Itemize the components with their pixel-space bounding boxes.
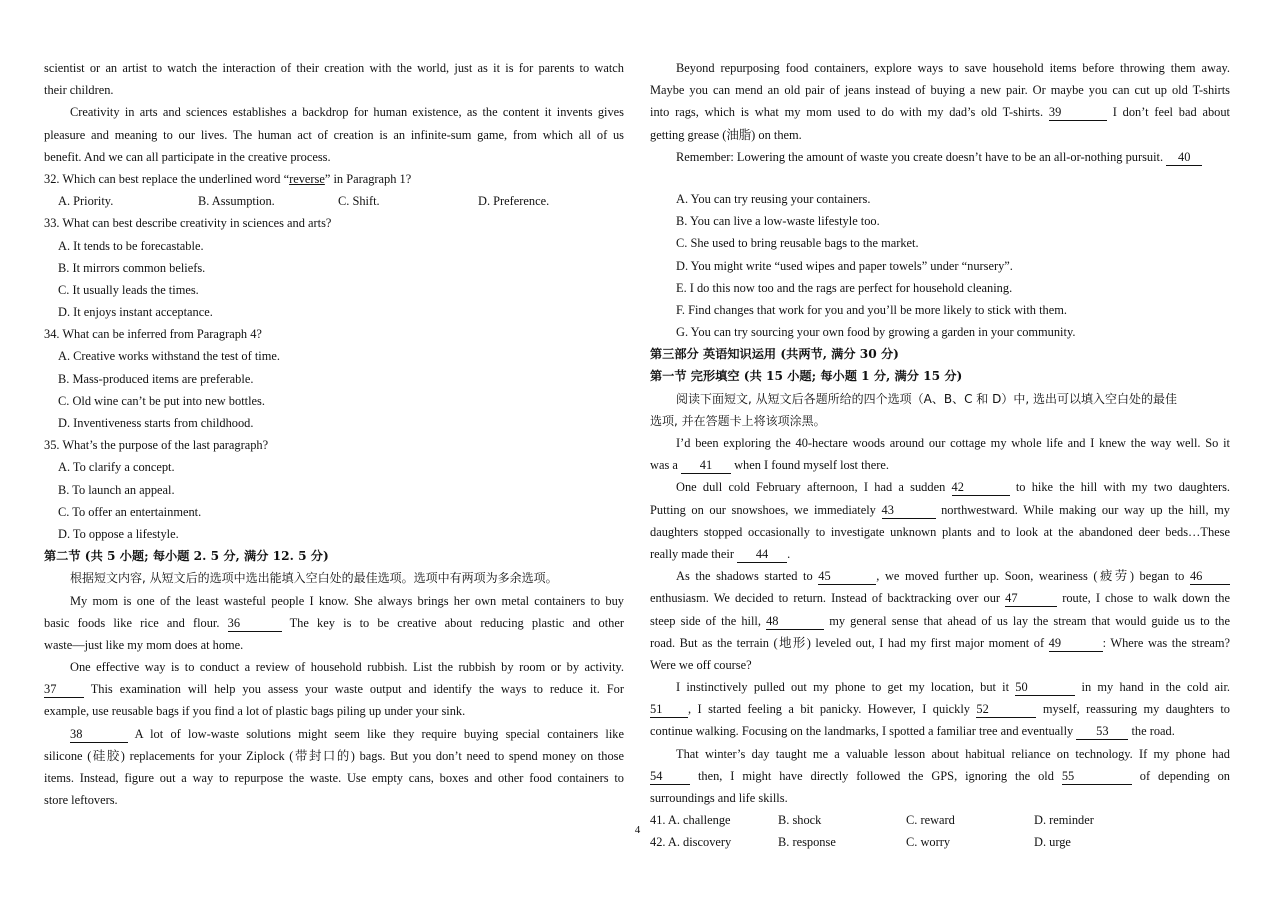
passage-line [44,723,624,745]
section-2-heading: 第二节 (共 5 小题; 每小题 2. 5 分, 满分 12. 5 分) [44,549,329,564]
text: then, I might have directly followed the GPS, ignoring the old [697,768,1054,783]
option-d[interactable]: D. It enjoys instant acceptance. [58,305,213,320]
blank-46[interactable]: 46 [1190,568,1230,585]
question-32-stem [44,168,624,190]
option-d[interactable]: D. urge [1034,835,1071,850]
text: , we moved further up. Soon, weariness (疲劳) began to [876,569,1185,584]
passage-line: Maybe you can mend an old pair of jeans instead of buying a new pair. Or maybe you can cut up old T-shirts [650,83,1230,98]
text: I don’t feel bad about [1112,105,1230,120]
question-32-options [44,190,624,212]
option-c[interactable]: C. Shift. [338,194,380,209]
text: steep side of the hill, [650,613,761,628]
text: A lot of low-waste solutions might seem like they require buying special containers like [134,726,624,741]
text: I instinctively pulled out my phone to get my location, but it [676,680,1010,695]
section-1-instructions: 阅读下面短文, 从短文后各题所给的四个选项（A、B、C 和 D）中, 选出可以填入空白处的最佳 [676,391,1177,406]
text: , I started feeling a bit panicky. However, I quickly [688,702,970,717]
part-3-heading: 第三部分 英语知识运用 (共两节, 满分 30 分) [650,347,899,362]
passage-line: example, use reusable bags if you find a lot of plastic bags piling up under your sink. [44,704,466,719]
question-34-stem: 34. What can be inferred from Paragraph 4? [44,327,262,342]
passage-line [44,678,624,700]
passage-line: scientist or an artist to watch the interaction of their creation with the world, just as it is for parents to watch [44,61,624,75]
passage-line [44,612,624,634]
passage-line: surroundings and life skills. [650,791,788,805]
text: One dull cold February afternoon, I had a sudden [676,480,946,495]
passage-line: waste—just like my mom does at home. [44,637,244,652]
blank-41[interactable]: 41 [681,457,731,474]
text: myself, reassuring my daughters to [1042,702,1230,717]
passage-line: items. Instead, figure out a way to repurpose the waste. Use empty cans, boxes and other food containers to [44,771,624,785]
text: when I found myself lost there. [734,458,889,473]
option-c[interactable]: C. To offer an entertainment. [58,504,202,519]
blank-42[interactable]: 42 [952,479,1010,496]
option-c[interactable]: C. reward [906,813,955,828]
option-b[interactable]: B. Assumption. [198,194,275,209]
text: enthusiasm. We decided to return. Instead of backtracking over our [650,591,1001,606]
option-c[interactable]: C. worry [906,835,951,850]
blank-36[interactable]: 36 [228,615,282,632]
text: really made their [650,546,734,561]
option-b[interactable]: B. Mass-produced items are preferable. [58,371,254,386]
option-a[interactable]: 41. A. challenge [650,813,731,828]
text: in my hand in the cold air. [1081,680,1230,695]
blank-52[interactable]: 52 [976,701,1036,718]
text: northwestward. While making our way up the hill, my [941,502,1230,517]
blank-40[interactable]: 40 [1166,149,1202,166]
choice-b: B. You can live a low-waste lifestyle too. [676,214,880,229]
left-column [44,57,624,811]
blank-48[interactable]: 48 [766,613,824,630]
spacer [650,168,1230,188]
stem-text: 32. Which can best replace the underlined word “ [44,171,290,186]
blank-45[interactable]: 45 [818,568,876,585]
choice-f: F. Find changes that work for you and you’ll be more likely to stick with them. [676,302,1067,317]
right-column [650,57,1230,854]
passage-line: Creativity in arts and sciences establishes a backdrop for human existence, as the content it invents gives [70,105,624,120]
option-d[interactable]: D. To oppose a lifestyle. [58,526,179,541]
text: Remember: Lowering the amount of waste you create doesn’t have to be an all-or-nothing pursuit. [676,149,1164,164]
section-1-heading: 第一节 完形填空 (共 15 小题; 每小题 1 分, 满分 15 分) [650,369,963,384]
page-number: 4 [634,824,641,836]
passage-line [650,587,1230,609]
option-b[interactable]: B. response [778,835,836,850]
passage-line [650,476,1230,498]
text: road. But as the terrain (地形) leveled out, I had my first major moment of [650,635,1045,650]
blank-53[interactable]: 53 [1076,723,1128,740]
passage-line [650,765,1230,787]
option-a[interactable]: A. It tends to be forecastable. [58,238,204,253]
blank-51[interactable]: 51 [650,701,688,718]
choice-g: G. You can try sourcing your own food by growing a garden in your community. [676,325,1076,340]
text: This examination will help you assess your waste output and identify the ways to reduce it. For [90,682,624,697]
option-d[interactable]: D. reminder [1034,813,1094,828]
blank-47[interactable]: 47 [1005,590,1057,607]
option-a[interactable]: A. To clarify a concept. [58,460,175,475]
blank-37[interactable]: 37 [44,681,84,698]
blank-43[interactable]: 43 [882,502,936,519]
passage-line: That winter’s day taught me a valuable lesson about habitual reliance on technology. If my phone had [676,746,1230,761]
option-a[interactable]: A. Priority. [58,194,114,209]
text: As the shadows started to [676,569,813,584]
option-b[interactable]: B. shock [778,813,822,828]
blank-55[interactable]: 55 [1062,768,1132,785]
text: The key is to be creative about reducing plastic and other [289,615,624,630]
option-c[interactable]: C. Old wine can’t be put into new bottles. [58,393,265,408]
blank-49[interactable]: 49 [1049,635,1103,652]
text: my general sense that ahead of us lay the stream that would guide us to the [829,613,1230,628]
passage-line: really made their 44 . [650,546,791,561]
option-c[interactable]: C. It usually leads the times. [58,282,199,297]
section-1-instructions: 选项, 并在答题卡上将该项涂黑。 [650,413,826,428]
choice-d: D. You might write “used wipes and paper towels” under “nursery”. [676,258,1013,273]
passage-line: benefit. And we can all participate in the creative process. [44,149,331,164]
passage-line [650,676,1230,698]
passage-line [650,499,1230,521]
choice-e: E. I do this now too and the rags are perfect for household cleaning. [676,280,1013,295]
passage-line: I’d been exploring the 40-hectare woods around our cottage my whole life and I knew the way well. So it [676,436,1230,450]
passage-line: their children. [44,83,114,98]
blank-39[interactable]: 39 [1049,104,1107,121]
text: continue walking. Focusing on the landmarks, I spotted a familiar tree and eventually [650,724,1074,739]
blank-50[interactable]: 50 [1015,679,1075,696]
blank-38[interactable]: 38 [70,726,128,743]
passage-line: daughters stopped occasionally to investigate unknown plants and to look at the abandoned deer beds…These [650,524,1230,539]
passage-line [650,698,1230,720]
text: Putting on our snowshoes, we immediately [650,502,876,517]
text: : Where was the stream? [1102,635,1230,650]
question-35-stem: 35. What’s the purpose of the last paragraph? [44,438,269,453]
text: the road. [1131,724,1175,739]
text: basic foods like rice and flour. [44,615,220,630]
text: of depending on [1139,768,1230,783]
passage-line [650,565,1230,587]
section-2-instructions: 根据短文内容, 从短文后的选项中选出能填入空白处的最佳选项。选项中有两项为多余选项。 [70,571,558,586]
option-d[interactable]: D. Inventiveness starts from childhood. [58,416,254,430]
choice-c: C. She used to bring reusable bags to the market. [676,236,919,251]
passage-line [650,146,1230,168]
text: into rags, which is what my mom used to do with my dad’s old T-shirts. [650,105,1044,120]
passage-line: pleasure and meaning to our lives. The human act of creation is an infinite-sum game, from which all of us [44,127,624,142]
choice-a: A. You can try reusing your containers. [676,191,871,206]
option-a[interactable]: 42. A. discovery [650,835,732,850]
blank-44[interactable]: 44 [737,546,787,563]
option-b[interactable]: B. To launch an appeal. [58,482,175,497]
passage-line: store leftovers. [44,793,118,808]
blank-54[interactable]: 54 [650,768,690,785]
passage-line: Were we off course? [650,657,752,672]
passage-line [650,632,1230,654]
question-33-stem: 33. What can best describe creativity in sciences and arts? [44,216,332,231]
passage-line [650,101,1230,123]
passage-line: One effective way is to conduct a review of household rubbish. List the rubbish by room or by activity. [70,660,624,675]
text: route, I chose to walk down the [1062,591,1230,606]
text: was a [650,458,678,473]
passage-line [650,610,1230,632]
passage-line: silicone (硅胶) replacements for your Ziplock (带封口的) bags. But you don’t need to spend money on those [44,748,624,763]
passage-line: getting grease (油脂) on them. [650,127,802,142]
passage-line [650,454,1230,476]
passage-line: Beyond repurposing food containers, explore ways to save household items before throwing them away. [676,61,1230,75]
underlined-word: reverse [289,171,325,186]
option-d[interactable]: D. Preference. [478,194,550,209]
passage-line: My mom is one of the least wasteful people I know. She always brings her own metal containers to buy [70,593,624,608]
stem-text: ” in Paragraph 1? [324,171,412,186]
option-a[interactable]: A. Creative works withstand the test of time. [58,349,280,364]
text: to hike the hill with my two daughters. [1015,480,1230,495]
option-b[interactable]: B. It mirrors common beliefs. [58,260,206,275]
passage-line [650,720,1230,742]
